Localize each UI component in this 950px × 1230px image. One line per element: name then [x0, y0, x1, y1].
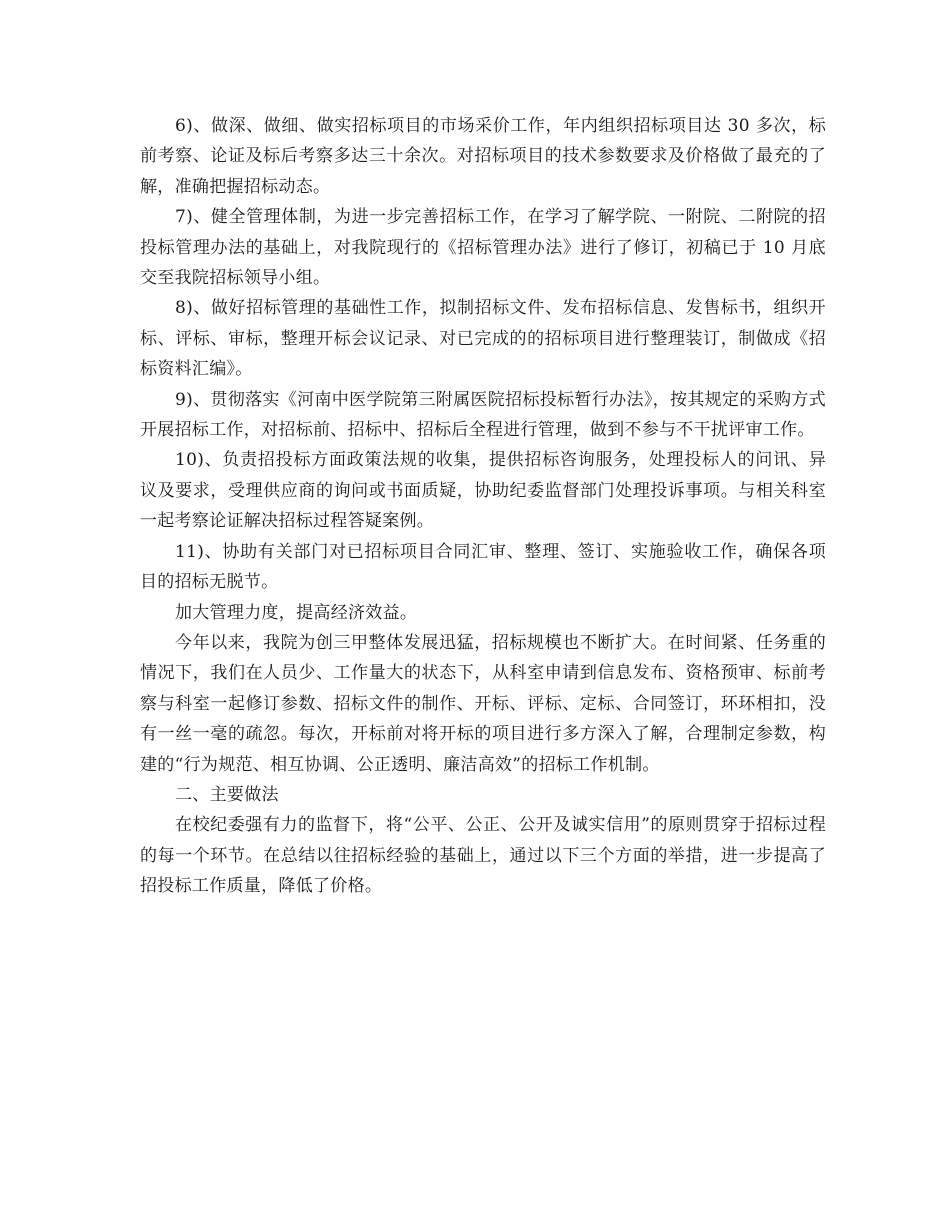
paragraph-this-year: 今年以来，我院为创三甲整体发展迅猛，招标规模也不断扩大。在时间紧、任务重的情况下，我们在人员少、工作量大的状态下，从科室申请到信息发布、资格预审、标前考察与科室一起修订参数、招标文件的制作、开标、评标、定标、合同签订，环环相扣，没有一丝一毫的疏忽。每次，开标前对将开标的项目进行多方深入了解，合理制定参数，构建的“行为规范、相互协调、公正透明、廉洁高效”的招标工作机制。: [140, 632, 826, 775]
section-heading-main-practices: 二、主要做法: [175, 784, 279, 805]
section-lead-management: 加大管理力度，提高经济效益。: [175, 602, 418, 623]
paragraph-item-10: 10)、负责招投标方面政策法规的收集，提供招标咨询服务，处理投标人的问讯、异议及要求，受理供应商的询问或书面质疑，协助纪委监督部门处理投诉事项。与相关科室一起考察论证解决招标过程答疑案例。: [140, 450, 826, 532]
paragraph-supervision: 在校纪委强有力的监督下，将“公平、公正、公开及诚实信用”的原则贯穿于招标过程的每一个环节。在总结以往招标经验的基础上，通过以下三个方面的举措，进一步提高了招投标工作质量，降低了价格。: [140, 815, 826, 897]
paragraph-item-9: 9)、贯彻落实《河南中医学院第三附属医院招标投标暂行办法》，按其规定的采购方式开展招标工作，对招标前、招标中、招标后全程进行管理，做到不参与不干扰评审工作。: [140, 389, 826, 441]
paragraph-item-7: 7)、健全管理体制，为进一步完善招标工作，在学习了解学院、一附院、二附院的招投标管理办法的基础上，对我院现行的《招标管理办法》进行了修订，初稿已于 10 月底交至我院招标领导小组。: [140, 207, 826, 289]
paragraph-item-6: 6)、做深、做细、做实招标项目的市场采价工作，年内组织招标项目达 30 多次，标前考察、论证及标后考察多达三十余次。对招标项目的技术参数要求及价格做了最充的了解，准确把握招标动态。: [140, 116, 826, 197]
paragraph-item-11: 11)、协助有关部门对已招标项目合同汇审、整理、签订、实施验收工作，确保各项目的招标无脱节。: [140, 541, 826, 593]
document-body: [140, 111, 826, 902]
paragraph-item-8: 8)、做好招标管理的基础性工作，拟制招标文件、发布招标信息、发售标书，组织开标、评标、审标，整理开标会议记录、对已完成的的招标项目进行整理装订，制做成《招标资料汇编》。: [140, 298, 826, 380]
